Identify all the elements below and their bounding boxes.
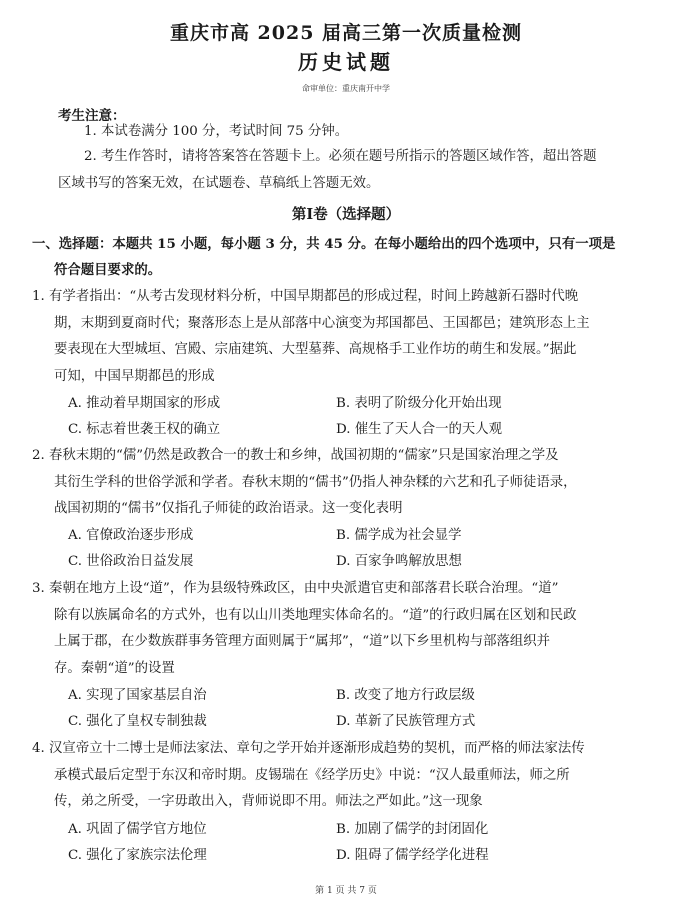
question-4 [32, 736, 654, 816]
question-1-options [68, 391, 648, 443]
question-3-line2: 除有以族属命名的方式外，也有以山川类地理实体命名的。“道”的行政归属在区划和民政 [54, 607, 577, 623]
question-4-stem [32, 736, 654, 816]
question-4-line1: 4. 汉宣帝立十二博士是师法家法、章句之学开始并逐渐形成趋势的契机，而严格的师法家法传 [32, 741, 585, 756]
question-1-line3: 要表现在大型城垣、宫殿、宗庙建筑、大型墓葬、高规格手工业作坊的萌生和发展。”据此 [54, 342, 577, 357]
question-2-option-c[interactable]: C. 世俗政治日益发展 [68, 554, 194, 569]
question-3-options [68, 683, 648, 735]
question-2-line2: 其衍生学科的世俗学派和学者。春秋末期的“儒书”仍指人神杂糅的六艺和孔子师徒语录， [54, 474, 577, 490]
notice-item-2: 2. 考生作答时，请将答案答在答题卡上。必须在题号所指示的答题区域作答，超出答题 [84, 149, 597, 164]
exam-title: 重庆市高 2025 届高三第一次质量检测 [169, 22, 523, 44]
setter-unit: 命审单位：重庆南开中学 [302, 84, 390, 93]
question-4-options [68, 817, 648, 869]
page-number: 第 1 页 共 7 页 [315, 886, 377, 896]
question-4-line2: 承模式最后定型于东汉和帝时期。皮锡瑞在《经学历史》中说：“汉人最重师法，师之所 [54, 767, 570, 783]
question-2-option-d[interactable]: D. 百家争鸣解放思想 [336, 554, 462, 569]
question-4-option-b[interactable]: B. 加剧了儒学的封闭固化 [336, 822, 489, 837]
question-1-option-b[interactable]: B. 表明了阶级分化开始出现 [336, 396, 502, 411]
question-1-stem [32, 284, 654, 390]
question-2 [32, 443, 654, 523]
question-1-option-d[interactable]: D. 催生了天人合一的天人观 [336, 422, 503, 437]
question-4-option-c[interactable]: C. 强化了家族宗法伦理 [68, 848, 207, 863]
question-2-option-a[interactable]: A. 官僚政治逐步形成 [68, 528, 194, 543]
exam-subtitle: 历史试题 [298, 50, 394, 74]
question-3-option-b[interactable]: B. 改变了地方行政层级 [336, 688, 475, 703]
part-heading-line1: 一、选择题：本题共 15 小题，每小题 3 分，共 45 分。在每小题给出的四个选项中，只有一项是 [32, 236, 616, 252]
notice-title: 考生注意： [58, 108, 126, 124]
question-1-line4: 可知，中国早期都邑的形成 [54, 368, 215, 384]
notice-item-1: 1. 本试卷满分 100 分，考试时间 75 分钟。 [84, 124, 349, 139]
question-1-line2: 期，末期到夏商时代；聚落形态上是从部落中心演变为邦国都邑、王国都邑；建筑形态上主 [54, 315, 590, 331]
question-2-option-b[interactable]: B. 儒学成为社会显学 [336, 528, 462, 543]
question-2-options [68, 523, 648, 575]
part-heading-line2: 符合题目要求的。 [54, 262, 162, 278]
question-3-option-d[interactable]: D. 革新了民族管理方式 [336, 714, 476, 729]
question-4-option-a[interactable]: A. 巩固了儒学官方地位 [68, 822, 207, 837]
question-4-option-d[interactable]: D. 阻碍了儒学经学化进程 [336, 848, 489, 863]
question-3-line1: 3. 秦朝在地方上设“道”，作为县级特殊政区，由中央派遣官吏和部落君长联合治理。“道” [32, 581, 559, 596]
question-3-option-c[interactable]: C. 强化了皇权专制独裁 [68, 714, 207, 729]
question-2-line3: 战国初期的“儒书”仅指孔子师徒的政治语录。这一变化表明 [54, 501, 403, 516]
question-1 [32, 284, 654, 390]
part-heading [32, 231, 658, 283]
question-3-stem [32, 576, 654, 682]
question-1-line1: 1. 有学者指出：“从考古发现材料分析，中国早期都邑的形成过程，时间上跨越新石器时代晚 [32, 289, 579, 304]
question-2-stem [32, 443, 654, 523]
question-1-option-c[interactable]: C. 标志着世袭王权的确立 [68, 422, 221, 437]
question-3 [32, 576, 654, 682]
question-2-line1: 2. 春秋末期的“儒”仍然是政教合一的教士和乡绅，战国初期的“儒家”只是国家治理之学及 [32, 448, 559, 463]
question-3-option-a[interactable]: A. 实现了国家基层自治 [68, 688, 207, 703]
question-3-line4: 存。秦朝“道”的设置 [54, 660, 175, 676]
notice-item-2-cont: 区域书写的答案无效，在试题卷、草稿纸上答题无效。 [58, 176, 380, 191]
question-3-line3: 上属于郡，在少数族群事务管理方面则属于“属邦”，“道”以下乡里机构与部落组织并 [54, 634, 551, 649]
section-title: 第Ⅰ卷（选择题） [291, 206, 401, 223]
question-4-line3: 传，弟之所受，一字毋敢出入，背师说即不用。师法之严如此。”这一现象 [54, 794, 483, 809]
question-1-option-a[interactable]: A. 推动着早期国家的形成 [68, 396, 221, 411]
